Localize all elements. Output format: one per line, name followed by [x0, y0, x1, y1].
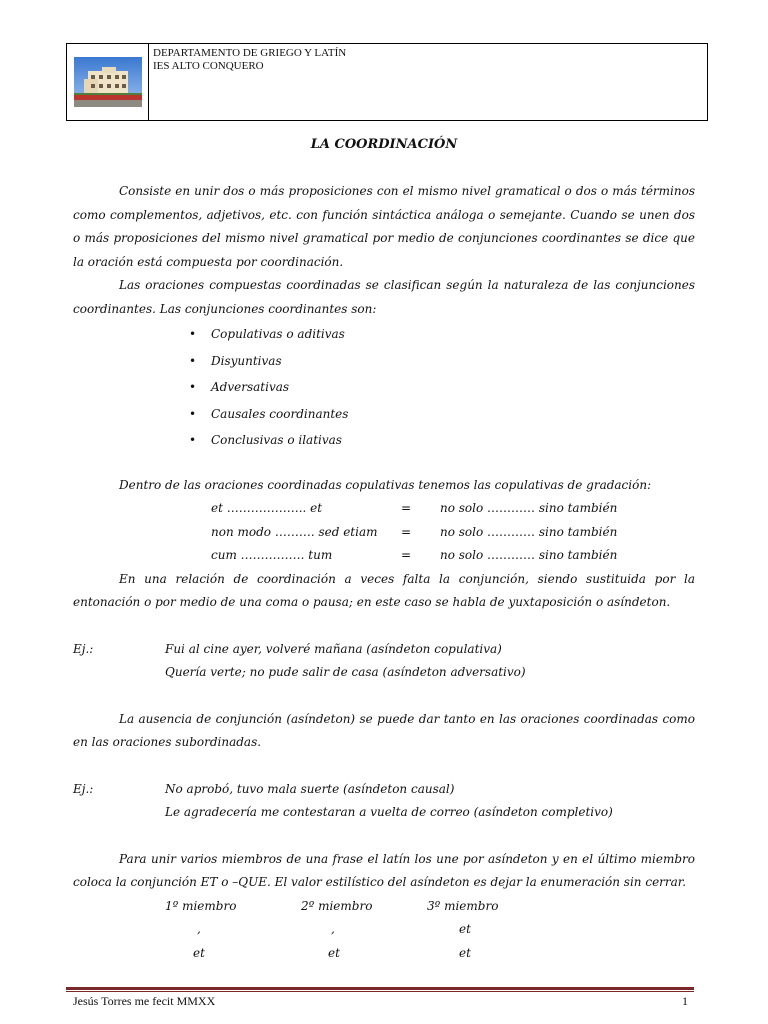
- example-row: Ej.: No aprobó, tuvo mala suerte (asíndeton causal): [73, 781, 455, 796]
- footer-rule: [66, 991, 694, 992]
- bullet-icon: •: [189, 433, 197, 447]
- spacer: [73, 454, 695, 474]
- school-photo: [67, 44, 149, 120]
- spacer: [73, 685, 695, 708]
- members-header-row: 1º miembro 2º miembro 3º miembro: [165, 898, 499, 913]
- spacer: [73, 615, 695, 638]
- spacer: [73, 155, 695, 180]
- gradation-row: et ……………….. et = no solo ………… sino también: [211, 501, 618, 515]
- paragraph-asyndeton: En una relación de coordinación a veces falta la conjunción, siendo sustituida por la entonación o por medio de una coma o pausa; en este caso se habla de yuxtaposición o asíndeton.: [73, 571, 695, 609]
- example-row: Quería verte; no pude salir de casa (asíndeton adversativo): [165, 665, 526, 679]
- list-item: • Conclusivas o ilativas: [211, 427, 695, 454]
- document-header: [66, 43, 708, 121]
- header-text: [149, 44, 346, 120]
- members-row: , , et: [197, 922, 471, 936]
- gradation-table: [73, 497, 695, 568]
- gradation-row: cum ……………. tum = no solo ………… sino también: [211, 548, 618, 562]
- list-item: • Disyuntivas: [211, 348, 695, 375]
- list-item: • Copulativas o aditivas: [211, 321, 695, 348]
- department-name: DEPARTAMENTO DE GRIEGO Y LATÍN: [153, 47, 347, 59]
- example-row: Le agradecería me contestaran a vuelta de correo (asíndeton completivo): [165, 805, 613, 819]
- page-title: LA COORDINACIÓN: [310, 137, 458, 152]
- conjunction-types-list: [73, 321, 695, 454]
- footer-author: Jesús Torres me fecit MMXX: [73, 994, 216, 1008]
- example-block-1: [73, 638, 695, 685]
- document-body: [73, 135, 695, 965]
- footer-rule: [66, 987, 694, 990]
- paragraph-absence: La ausencia de conjunción (asíndeton) se puede dar tanto en las oraciones coordinadas como en las oraciones subordinadas.: [73, 711, 695, 749]
- example-row: Ej.: Fui al cine ayer, volveré mañana (asíndeton copulativa): [73, 641, 502, 656]
- members-row: et et et: [193, 945, 471, 960]
- members-table: [73, 895, 695, 966]
- school-name: IES ALTO CONQUERO: [153, 60, 264, 72]
- page-number: 1: [682, 994, 688, 1008]
- list-item: • Causales coordinantes: [211, 401, 695, 428]
- bullet-icon: •: [189, 327, 197, 341]
- spacer: [73, 755, 695, 778]
- example-block-2: [73, 778, 695, 825]
- school-building-image: [74, 57, 142, 107]
- paragraph-classification: Las oraciones compuestas coordinadas se clasifican según la naturaleza de las conjunciones coordinantes. Las conjunciones coordinantes son:: [73, 278, 695, 316]
- bullet-icon: •: [189, 353, 197, 368]
- paragraph-gradation: Dentro de las oraciones coordinadas copulativas tenemos las copulativas de gradación:: [119, 477, 652, 492]
- gradation-row: non modo ………. sed etiam = no solo ………… sino también: [211, 524, 618, 539]
- bullet-icon: •: [189, 380, 197, 394]
- list-item: • Adversativas: [211, 374, 695, 401]
- bullet-icon: •: [189, 406, 197, 421]
- paragraph-definition: Consiste en unir dos o más proposiciones con el mismo nivel gramatical o dos o más términos como complementos, adjetivos, etc. con función sintáctica análoga o semejante. Cuando se unen dos o más proposiciones del mismo nivel gramatical por medio de conjunciones coordinantes se dice que la oración está compuesta por coordinación.: [73, 184, 695, 269]
- spacer: [73, 825, 695, 848]
- paragraph-latin-enumeration: Para unir varios miembros de una frase el latín los une por asíndeton y en el último miembro coloca la conjunción ET o –QUE. El valor estilístico del asíndeton es dejar la enumeración sin cerrar.: [73, 851, 695, 889]
